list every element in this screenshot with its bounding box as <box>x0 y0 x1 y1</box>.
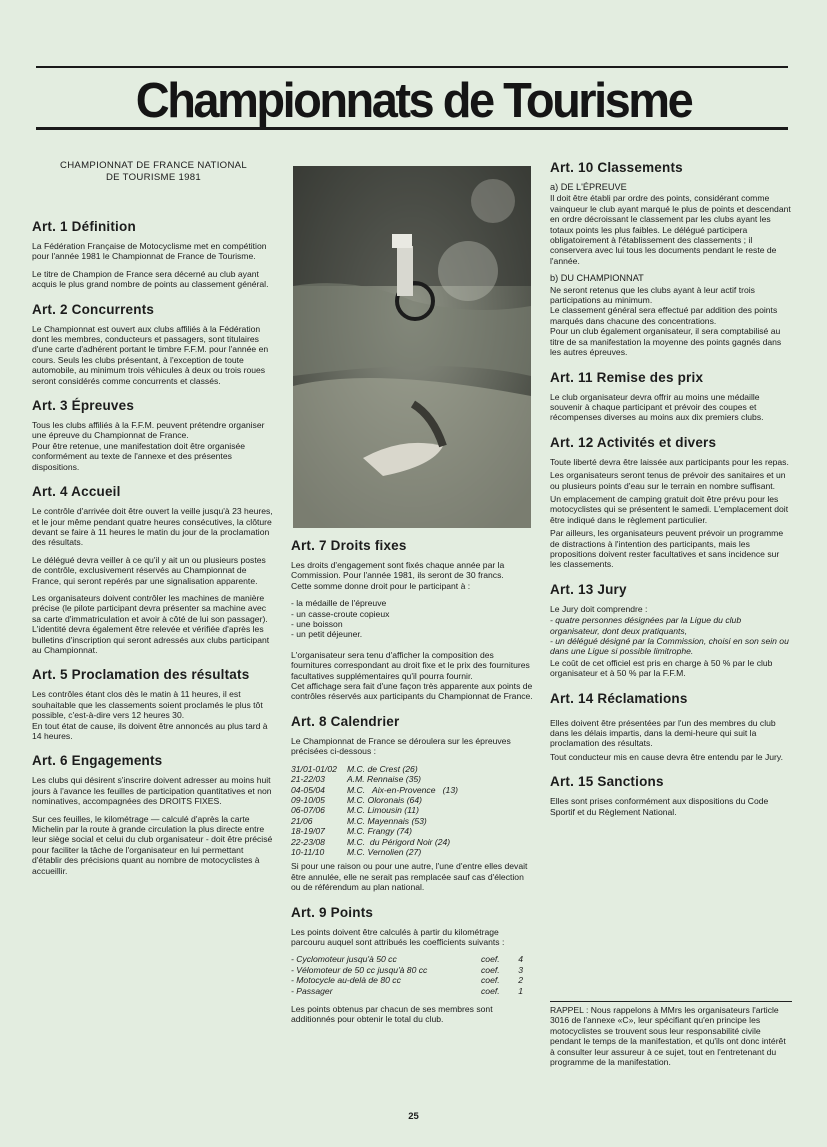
table-row <box>291 986 523 996</box>
table-row <box>291 975 523 985</box>
art5-heading: Art. 5 Proclamation des résultats <box>32 667 250 683</box>
calendar-club: M.C. Vernolien (27) <box>347 846 422 857</box>
art7-text-1: Les droits d'engagement sont fixés chaque année par la Commission. Pour l'année 1981, ils seront de 30 francs. Cette somme donne droit pour le participant à : <box>291 560 505 591</box>
calendar-date: 04-05/04 <box>291 784 325 795</box>
table-row <box>291 816 458 826</box>
coef-label: coef. <box>481 975 500 986</box>
section-art8 <box>291 714 533 893</box>
coef-value: 3 <box>518 964 523 975</box>
page-number: 25 <box>408 1111 419 1122</box>
art1-text-1: La Fédération Française de Motocyclisme met en compétition pour l'année 1981 le Championnat de France de Tourisme. <box>32 241 267 262</box>
table-row <box>291 837 458 847</box>
art15-heading: Art. 15 Sanctions <box>550 774 664 790</box>
table-row <box>291 954 523 964</box>
coef-value: 4 <box>518 954 523 965</box>
art11-heading: Art. 11 Remise des prix <box>550 369 704 385</box>
art9-text-1: Les points doivent être calculés à partir du kilométrage parcouru auquel sont attribués les coefficients suivants : <box>291 926 505 947</box>
championship-header <box>32 160 275 183</box>
column-right <box>550 160 792 829</box>
art9-text-2: Les points obtenus par chacun de ses membres sont additionnés pour obtenir le total du club. <box>291 1004 493 1025</box>
art1-text-2: Le titre de Champion de France sera décerné au club ayant acquis le plus grand nombre de points au classement général. <box>32 268 269 290</box>
section-art15 <box>550 774 792 817</box>
section-art14 <box>550 691 792 763</box>
art7-text-2: L'organisateur sera tenu d'afficher la composition des fournitures correspondant au droit fixe et le prix des fournitures facultatives supplémentaires qu'il pourra fournir. Cet affichage sera fait d'une façon très apparente aux points de contrôles réservés aux participants du Championnat de France. <box>291 649 533 702</box>
table-row <box>291 826 458 836</box>
art13-list <box>550 615 792 657</box>
calendar-club: M.C. Limousin (11) <box>347 805 419 816</box>
coef-value: 2 <box>518 975 523 986</box>
rappel-box <box>550 1001 792 1074</box>
art10-a-title: a) DE L'ÉPREUVE <box>550 182 627 192</box>
table-row <box>291 785 458 795</box>
calendar-club: M.C. Oloronais (64) <box>347 794 422 805</box>
table-row <box>291 764 458 774</box>
calendar-date: 21-22/03 <box>291 774 325 785</box>
art10-a-text: Il doit être établi par ordre des points, considérant comme vainqueur le club ayant marqué le plus de points et descendant en ordre décroissant le classement par les clubs ayant les totaux points les plus faibles. Le délégué participera obligatoirement à l'établissement des classements ; il conservera avec lui tous les documents pendant le reste de l'année. <box>550 193 791 266</box>
vehicle-category: - Cyclomoteur jusqu'à 50 cc <box>291 954 397 965</box>
calendar-club: A.M. Rennaise (35) <box>347 774 422 785</box>
art13-text-1: Le Jury doit comprendre : <box>550 603 648 614</box>
section-art4 <box>32 484 275 655</box>
art10-heading: Art. 10 Classements <box>550 160 683 175</box>
section-art12 <box>550 435 792 570</box>
calendar-club: M.C. Mayennais (53) <box>347 815 427 826</box>
section-art5 <box>32 667 275 741</box>
list-item: - un casse-croute copieux <box>291 608 390 619</box>
section-art3 <box>32 398 275 472</box>
art2-heading: Art. 2 Concurrents <box>32 301 155 317</box>
art3-heading: Art. 3 Épreuves <box>32 398 135 414</box>
calendar-club: M.C. Frangy (74) <box>347 826 412 837</box>
rappel-text: RAPPEL : Nous rappelons à MMrs les organisateurs l'article 3016 de l'annexe «C», leur spécifiant qu'en principe les motocyclistes se trouvent sous leur responsabilité civile pendant le temps de la manifestation, et qu'ils ont donc intérêt à consulter leur assureur à ce sujet, tout en l'entretenant du programme de la manifestation. <box>550 1005 786 1068</box>
art14-text-2: Tout conducteur mis en cause devra être entendu par le Jury. <box>550 751 783 762</box>
list-item: - quatre personnes désignées par la Ligue du club organisateur, dont deux pratiquants, <box>550 615 742 636</box>
section-art13 <box>550 582 792 679</box>
coef-label: coef. <box>481 985 500 996</box>
art12-heading: Art. 12 Activités et divers <box>550 434 717 450</box>
art5-text-1: Les contrôles étant clos dès le matin à 11 heures, il est souhaitable que les classements soient proclamés le plus tôt possible, c'est-à-dire vers 12 heures 30. En tout état de cause, ils doivent être annoncés au plus tard à 14 heures. <box>32 689 268 741</box>
vehicle-category: - Passager <box>291 985 333 996</box>
art3-text-1: Tous les clubs affiliés à la F.F.M. peuvent prétendre organiser une épreuve du Championnat de France. Pour être retenue, une manifestation doit être organisée conformément au texte de l'annexe et des présentes dispositions. <box>32 420 265 472</box>
coef-label: coef. <box>481 954 500 965</box>
art6-heading: Art. 6 Engagements <box>32 753 163 769</box>
art8-heading: Art. 8 Calendrier <box>291 713 400 729</box>
table-row <box>291 774 458 784</box>
art14-text-1: Elles doivent être présentées par l'un des membres du club dans les délais impartis, dans la demi-heure qui suit la proclamation des résultats. <box>550 717 776 749</box>
art11-text: Le club organisateur devra offrir au moins une médaille souvenir à chaque participant et prévoir des coupes et récompenses diverses au moins aux dix premiers clubs. <box>550 391 764 423</box>
art2-text-1: Le Championnat est ouvert aux clubs affiliés à la Fédération dont les membres, conducteurs et passagers, sont titulaires d'une carte d'adhérent portant le timbre F.F.M. pour l'année en cours. Seuls les clubs présentant, à l'exception de toute automobile, au minimum trois véhicules à deux ou trois roues seront considérés comme concurrents et classés. <box>32 323 269 386</box>
art15-text: Elles sont prises conformément aux dispositions du Code Sportif et du Règlement National. <box>550 796 769 817</box>
art14-heading: Art. 14 Réclamations <box>550 690 688 706</box>
art7-heading: Art. 7 Droits fixes <box>291 538 407 553</box>
calendar-date: 06-07/06 <box>291 805 325 816</box>
calendar-date: 09-10/05 <box>291 794 325 805</box>
calendar-date: 31/01-01/02 <box>291 763 337 774</box>
section-art10 <box>550 160 792 358</box>
top-rule-thin <box>36 66 788 68</box>
list-item: - un délégué désigné par la Commission, choisi en son sein ou dans une Ligue si possible limitrophe. <box>550 636 789 657</box>
column-middle <box>291 538 533 1037</box>
calendar-date: 10-11/10 <box>291 846 325 857</box>
list-item: - une boisson <box>291 619 343 630</box>
table-row <box>291 965 523 975</box>
photo-motorcycle-field <box>293 166 531 528</box>
column-left <box>32 160 275 888</box>
art9-heading: Art. 9 Points <box>291 904 374 920</box>
section-art9 <box>291 905 533 1025</box>
section-art7 <box>291 538 533 702</box>
calendar-club: M.C. de Crest (26) <box>347 763 418 774</box>
vehicle-category: - Motocycle au-delà de 80 cc <box>291 975 401 986</box>
art12-text-2: Les organisateurs seront tenus de prévoir des sanitaires et un ou plusieurs points d'eau sur le terrain en nombre suffisant. <box>550 470 786 491</box>
art8-text-2: Si pour une raison ou pour une autre, l'une d'entre elles devait être annulée, elle ne serait pas remplacée sauf cas d'élection ou de référendum au plan national. <box>291 861 528 893</box>
calendar-club: M.C. du Périgord Noir (24) <box>347 836 451 847</box>
art8-text-1: Le Championnat de France se déroulera sur les épreuves précisées ci-dessous : <box>291 735 511 757</box>
art10-b-text: Ne seront retenus que les clubs ayant à leur actif trois participations au minimum. Le classement général sera effectué par addition des points marqués dans chacune des concentrations. Pour un club également organisateur, il sera comptabilisé au titre de sa manifestation la moyenne des points gagnés dans les autres épreuves. <box>550 284 782 358</box>
art6-text-1: Les clubs qui désirent s'inscrire doivent adresser au moins huit jours à l'avance les feuilles de participation quantitatives et non nominatives, accompagnées des DROITS FIXES. <box>32 775 272 807</box>
table-row <box>291 847 458 857</box>
page-title: Championnats de Tourisme <box>135 71 692 128</box>
left-sections <box>32 219 275 876</box>
art4-text-2: Le délégué devra veiller à ce qu'il y ait un ou plusieurs postes de contrôle, exclusivement réservés au Championnat de France, qui seront repérés par une signalisation apparente. <box>32 554 266 586</box>
art7-list <box>291 598 533 640</box>
coefficients-table <box>291 954 523 996</box>
art1-heading: Art. 1 Définition <box>32 219 136 234</box>
art12-text-4: Par ailleurs, les organisateurs peuvent prévoir un programme de distractions à l'intention des participants, mais les propositions doivent rester facultatives et sans incidence sur les classements. <box>550 528 784 570</box>
calendar-date: 18-19/07 <box>291 826 325 837</box>
calendar-club: M.C. Aix-en-Provence (13) <box>347 784 458 795</box>
section-art6 <box>32 753 275 876</box>
section-art1 <box>32 219 275 290</box>
art4-text-3: Les organisateurs doivent contrôler les machines de manière précise (le pilote participant devra présenter sa machine avec sa carte d'immatriculation et avoir à côté de lui son passager). L'identité devra également être relevée et vérifiée d'après les bulletins d'inscription qui seront adressés aux clubs participant au Championnat. <box>32 592 270 655</box>
calendar-date: 22-23/08 <box>291 836 325 847</box>
art12-text-3: Un emplacement de camping gratuit doit être prévu pour les motocyclistes qui se présentent le samedi. L'emplacement doit être indiqué dans le règlement particulier. <box>550 493 789 525</box>
art12-text-1: Toute liberté devra être laissée aux participants pour les repas. <box>550 456 789 467</box>
coef-label: coef. <box>481 964 500 975</box>
art13-text-2: Le coût de cet officiel est pris en charge à 50 % par le club organisateur et à 50 % par la F.F.M. <box>550 657 773 679</box>
table-row <box>291 795 458 805</box>
art10-b-title: b) DU CHAMPIONNAT <box>550 273 644 284</box>
header-line-1: CHAMPIONNAT DE FRANCE NATIONAL <box>59 160 248 171</box>
art6-text-2: Sur ces feuilles, le kilométrage — calculé d'après la carte Michelin par la route à grande circulation la plus directe entre leur siège social et celui du club organisateur - doit être précisé pour faciliter la tâche de l'organisateur en lui permettant d'établir des précisions quant au nombre de motocyclistes à accueillir. <box>32 813 273 876</box>
art4-heading: Art. 4 Accueil <box>32 484 121 500</box>
vehicle-category: - Vélomoteur de 50 cc jusqu'à 80 cc <box>291 964 428 975</box>
header-line-2: DE TOURISME 1981 <box>105 171 202 183</box>
art4-text-1: Le contrôle d'arrivée doit être ouvert la veille jusqu'à 23 heures, et le jour même pendant quatre heures consécutives, la clôture devant se faire à 11 heures le matin du jour de la proclamation des résultats. <box>32 506 273 548</box>
calendar-date: 21/06 <box>291 815 313 826</box>
section-art2 <box>32 302 275 386</box>
section-art11 <box>550 370 792 423</box>
list-item: - un petit déjeuner. <box>291 629 363 640</box>
top-rule-thick <box>36 127 788 130</box>
calendar-table <box>291 764 458 858</box>
table-row <box>291 805 458 815</box>
art13-heading: Art. 13 Jury <box>550 581 627 597</box>
list-item: - la médaille de l'épreuve <box>291 598 387 609</box>
coef-value: 1 <box>518 985 523 996</box>
